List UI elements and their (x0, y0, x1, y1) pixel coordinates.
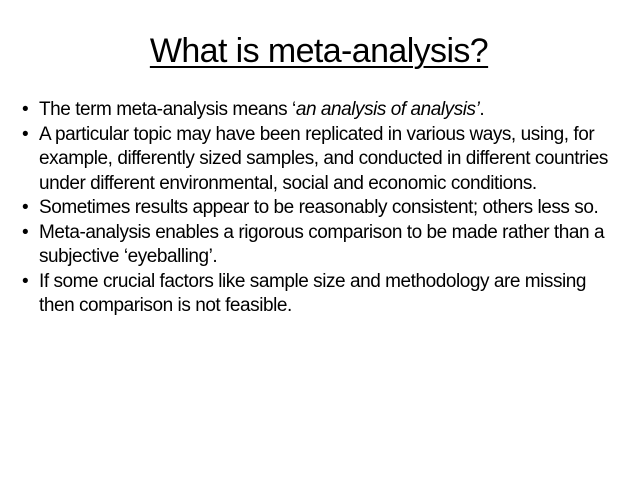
bullet-text: . (479, 99, 485, 120)
bullet-list (22, 98, 622, 319)
bullet-item (22, 123, 622, 197)
slide-title: What is meta-analysis? (149, 32, 489, 70)
bullet-item (22, 270, 622, 319)
bullet-dot-icon: • (22, 99, 29, 120)
bullet-item (22, 196, 622, 221)
bullet-dot-icon: • (22, 270, 29, 292)
bullet-dot-icon: • (22, 221, 29, 243)
bullet-text: If some crucial factors like sample size and methodology are missing then comparison is not feasible. (39, 270, 587, 316)
bullet-text: Meta-analysis enables a rigorous comparison to be made rather than a subjective ‘eyeballing’. (39, 221, 605, 267)
bullet-dot-icon: • (22, 123, 29, 145)
bullet-text: The term meta-analysis means ‘ (39, 99, 296, 120)
bullet-text: A particular topic may have been replicated in various ways, using, for example, differently sized samples, and conducted in different countries under different environmental, social and economic conditions. (39, 123, 608, 194)
bullet-item (22, 98, 622, 123)
bullet-text: Sometimes results appear to be reasonably consistent; others less so. (39, 197, 599, 218)
bullet-dot-icon: • (22, 197, 29, 218)
bullet-emphasis: an analysis of analysis’ (295, 99, 480, 120)
bullet-item (22, 221, 622, 270)
